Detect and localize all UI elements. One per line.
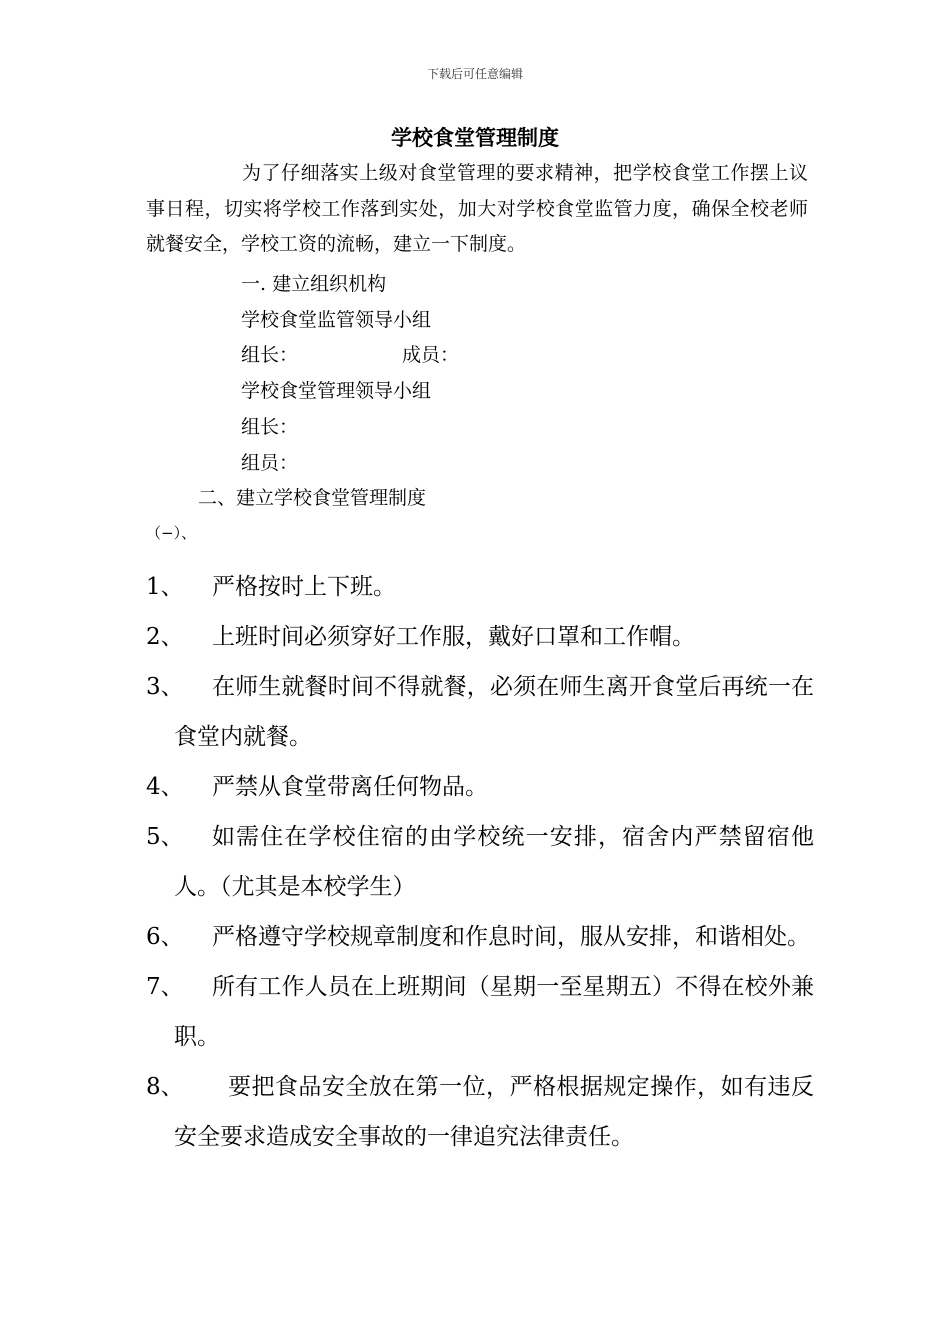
rule-number: 7、 (146, 974, 184, 1000)
rule-text: 严格按时上下班。 (212, 574, 396, 600)
rule-number: 8、 (146, 1074, 184, 1100)
rule-item-8 (146, 1062, 814, 1162)
rule-number: 4、 (146, 774, 184, 800)
rule-text: 严禁从食堂带离任何物品。 (212, 774, 488, 800)
management-group-title: 学校食堂管理领导小组 (241, 380, 432, 402)
rule-text: 要把食品安全放在第一位，严格根据规定操作，如有违反安全要求造成安全事故的一律追究法律责任。 (174, 1074, 814, 1150)
rule-item-3 (146, 662, 814, 762)
section1-heading: 一. 建立组织机构 (241, 273, 387, 295)
supervision-members-label: 成员： (402, 344, 460, 366)
rule-item-7 (146, 962, 814, 1062)
rule-item-1 (146, 562, 814, 612)
rule-number: 1、 (146, 574, 184, 600)
rule-text: 在师生就餐时间不得就餐，必须在师生离开食堂后再统一在食堂内就餐。 (174, 674, 814, 750)
rule-item-2 (146, 612, 814, 662)
rule-text: 严格遵守学校规章制度和作息时间，服从安排，和谐相处。 (212, 924, 810, 950)
rule-number: 3、 (146, 674, 184, 700)
intro-paragraph: 为了仔细落实上级对食堂管理的要求精神，把学校食堂工作摆上议事日程，切实将学校工作落到实处，加大对学校食堂监管力度，确保全校老师就餐安全，学校工资的流畅，建立一下制度。 (146, 162, 808, 255)
document-title: 学校食堂管理制度 (391, 125, 559, 150)
management-leader-label: 组长： (241, 416, 299, 438)
section2-subheading: （−）、 (146, 524, 197, 542)
management-members-label: 组员： (241, 452, 299, 474)
rule-number: 2、 (146, 624, 184, 650)
rule-text: 上班时间必须穿好工作服，戴好口罩和工作帽。 (212, 624, 695, 650)
section2-heading: 二、建立学校食堂管理制度 (198, 487, 427, 509)
rule-item-5 (146, 812, 814, 912)
rule-text: 所有工作人员在上班期间（星期一至星期五）不得在校外兼职。 (174, 974, 814, 1050)
supervision-group-title: 学校食堂监管领导小组 (241, 309, 432, 331)
rule-item-6 (146, 912, 814, 962)
rules-list (146, 562, 814, 1162)
rule-number: 5、 (146, 824, 184, 850)
rule-text: 如需住在学校住宿的由学校统一安排，宿舍内严禁留宿他人。（尤其是本校学生） (174, 824, 814, 900)
supervision-leader-label: 组长： (241, 344, 299, 366)
supervision-group-roles (241, 343, 801, 367)
rule-number: 6、 (146, 924, 184, 950)
rule-item-4 (146, 762, 814, 812)
page-header-note: 下载后可任意编辑 (426, 67, 523, 81)
